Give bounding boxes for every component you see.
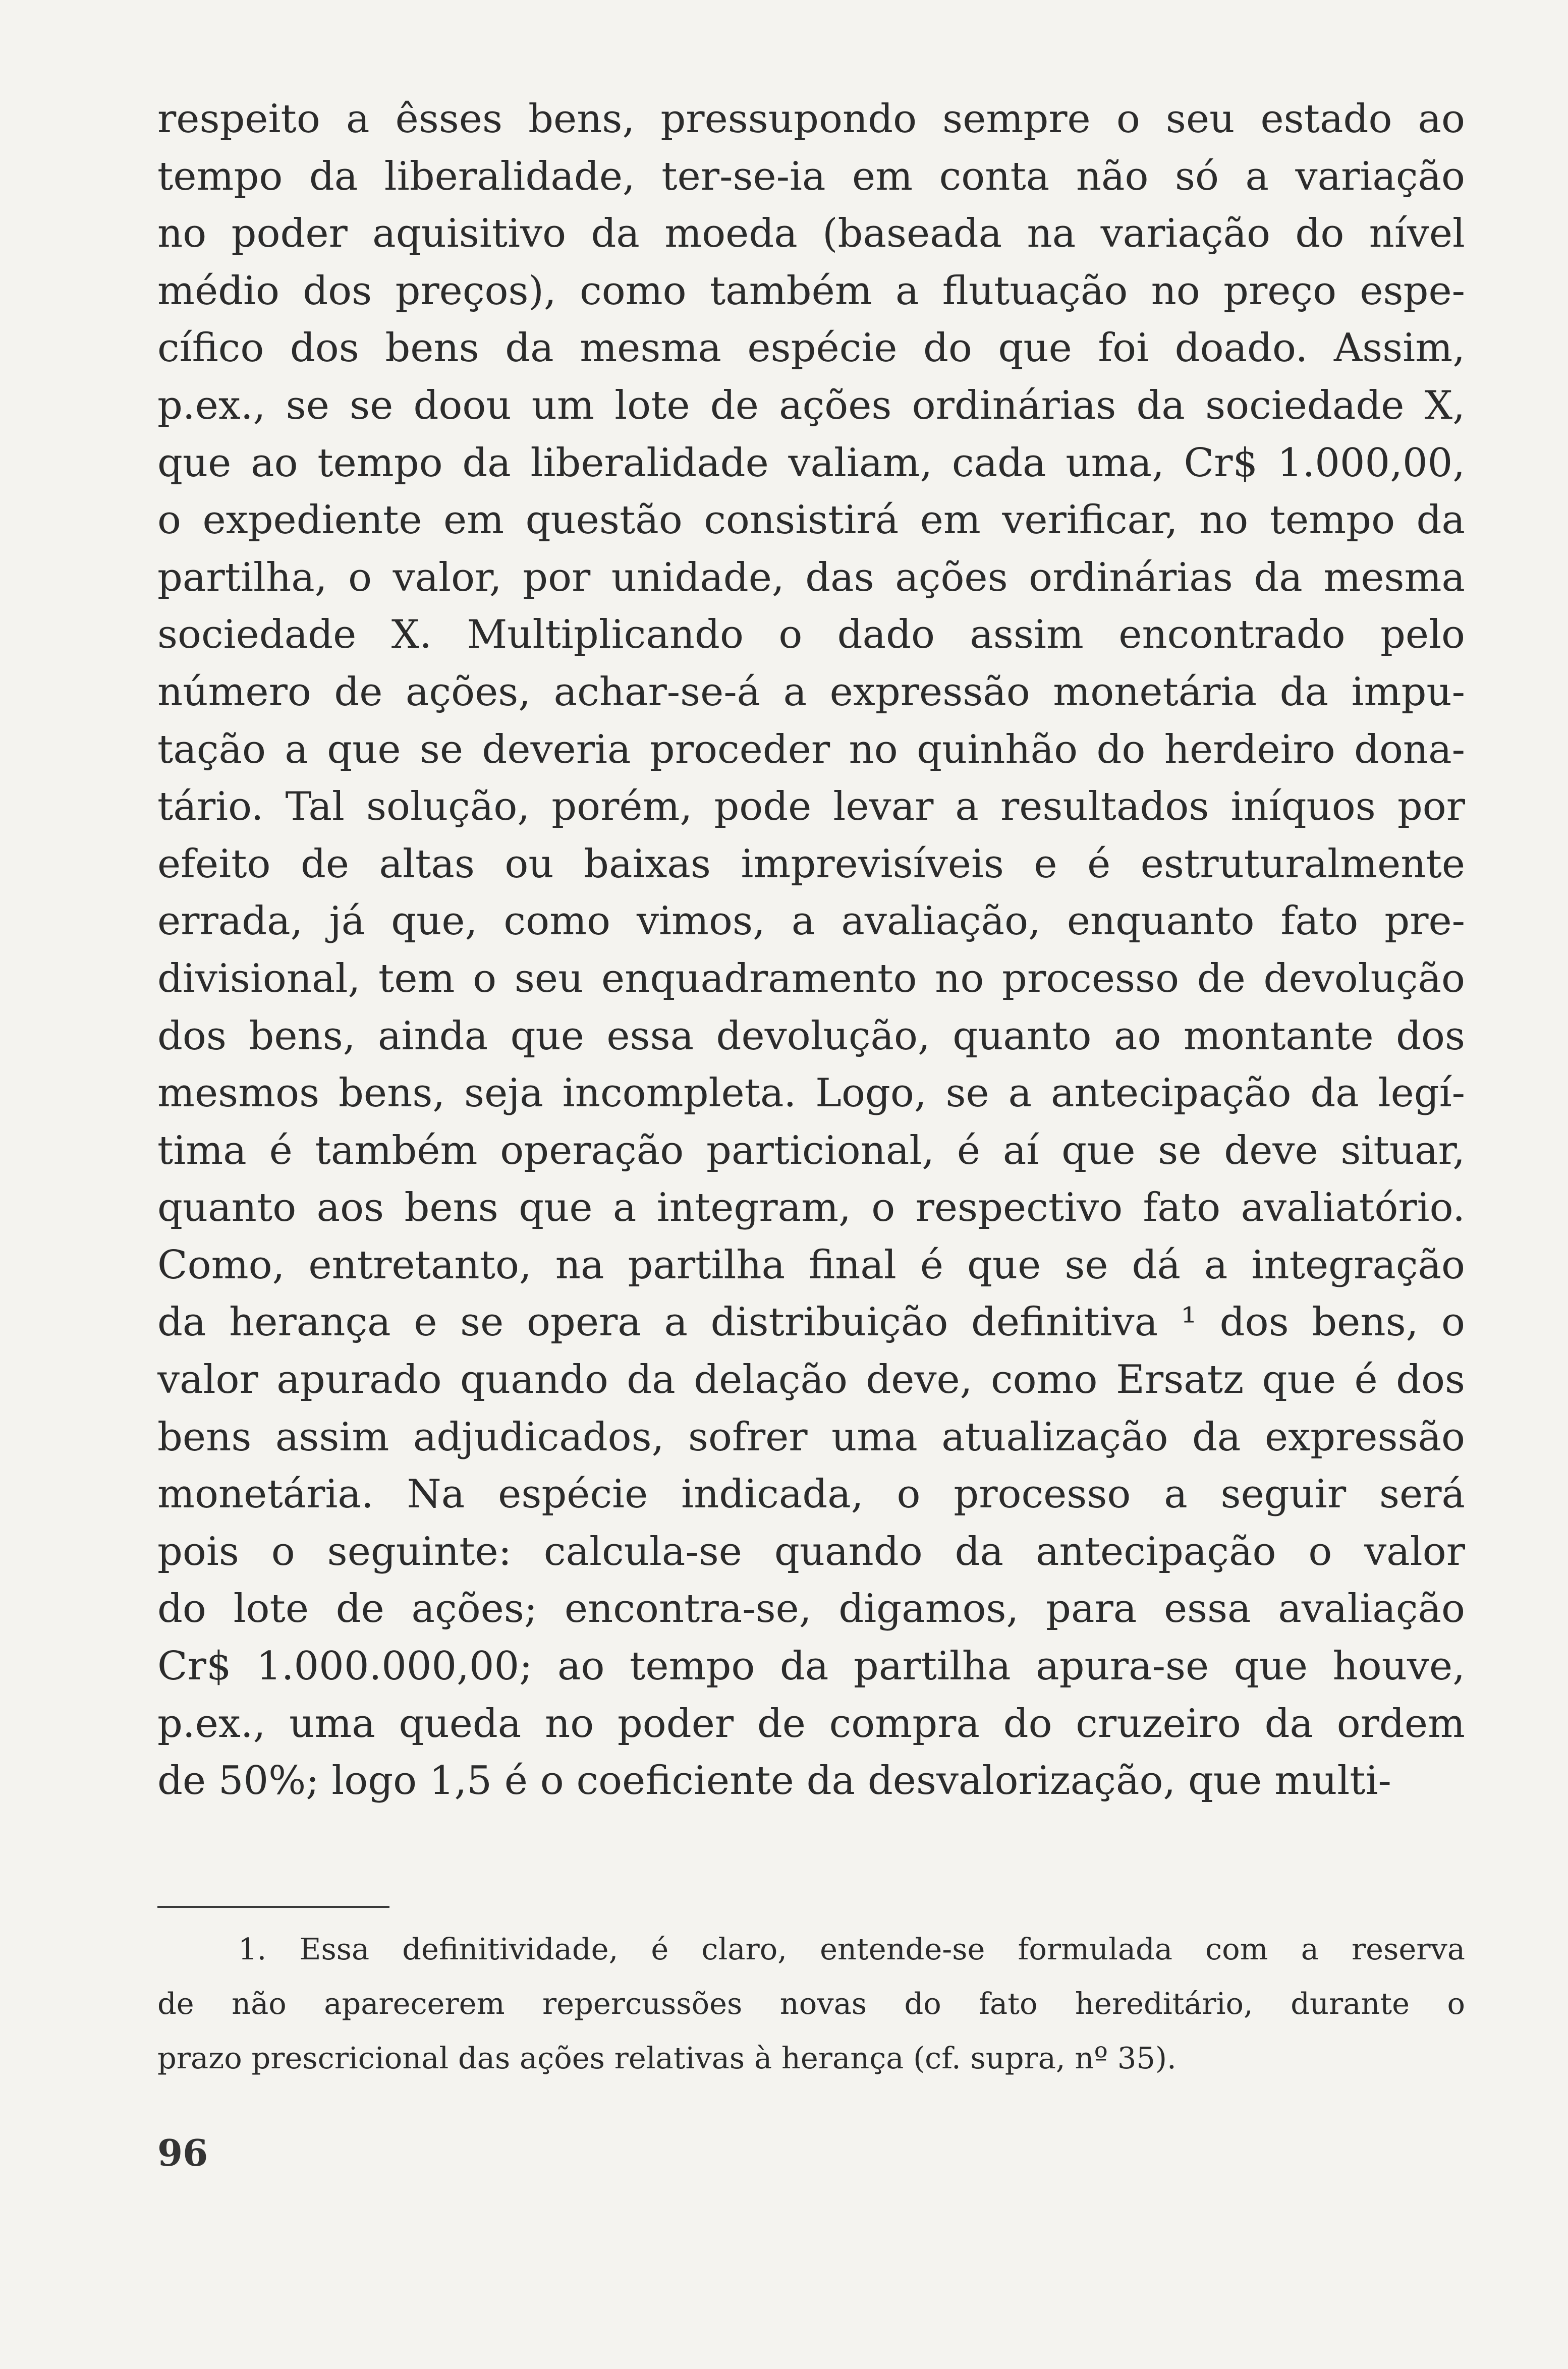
text-line: p.ex., se se doou um lote de ações ordinárias da sociedade X, bbox=[157, 382, 1465, 428]
text-line: sociedade X. Multiplicando o dado assim encontrado pelo bbox=[157, 612, 1465, 658]
text-line: monetária. Na espécie indicada, o processo a seguir será bbox=[157, 1472, 1465, 1517]
text-line: Cr$ 1.000.000,00; ao tempo da partilha apura-se que houve, bbox=[157, 1644, 1465, 1689]
text-line: bens assim adjudicados, sofrer uma atualização da expressão bbox=[157, 1414, 1465, 1460]
body-text bbox=[157, 91, 1465, 1810]
text-line: do lote de ações; encontra-se, digamos, para essa avaliação bbox=[157, 1586, 1465, 1632]
text-line: divisional, tem o seu enquadramento no processo de devolução bbox=[157, 955, 1465, 1001]
text-line: da herança e se opera a distribuição definitiva ¹ dos bens, o bbox=[157, 1300, 1465, 1345]
text-line: médio dos preços), como também a flutuação no preço espe- bbox=[157, 268, 1465, 314]
text-line: errada, já que, como vimos, a avaliação, enquanto fato pre- bbox=[157, 898, 1465, 944]
text-line: que ao tempo da liberalidade valiam, cada uma, Cr$ 1.000,00, bbox=[157, 440, 1465, 486]
text-line: tempo da liberalidade, ter-se-ia em conta não só a variação bbox=[157, 153, 1465, 199]
page-number: 96 bbox=[157, 2131, 208, 2174]
text-line: tação a que se deveria proceder no quinhão do herdeiro dona- bbox=[157, 726, 1465, 772]
footnote-divider bbox=[157, 1906, 389, 1908]
text-line: tima é também operação particional, é aí que se deve situar, bbox=[157, 1127, 1465, 1173]
text-line: pois o seguinte: calcula-se quando da antecipação o valor bbox=[157, 1529, 1465, 1574]
footnotes bbox=[157, 1922, 1465, 2085]
footnote-line: prazo prescricional das ações relativas à herança (cf. supra, nº 35). bbox=[157, 2041, 1177, 2075]
text-line: cífico dos bens da mesma espécie do que foi doado. Assim, bbox=[157, 325, 1465, 371]
footnote-line: 1. Essa definitividade, é claro, entende-se formulada com a reserva bbox=[238, 1932, 1465, 1966]
text-line: no poder aquisitivo da moeda (baseada na variação do nível bbox=[157, 211, 1465, 257]
text-line: quanto aos bens que a integram, o respectivo fato avaliatório. bbox=[157, 1185, 1465, 1231]
text-line: mesmos bens, seja incompleta. Logo, se a antecipação da legí- bbox=[157, 1070, 1465, 1116]
text-line: valor apurado quando da delação deve, como Ersatz que é dos bbox=[157, 1357, 1465, 1403]
text-line: partilha, o valor, por unidade, das ações ordinárias da mesma bbox=[157, 554, 1465, 600]
text-line: de 50%; logo 1,5 é o coeficiente da desvalorização, que multi- bbox=[157, 1758, 1391, 1804]
text-line: efeito de altas ou baixas imprevisíveis e é estruturalmente bbox=[157, 841, 1465, 887]
text-line: p.ex., uma queda no poder de compra do cruzeiro da ordem bbox=[157, 1701, 1465, 1746]
text-line: o expediente em questão consistirá em verificar, no tempo da bbox=[157, 497, 1465, 543]
text-line: número de ações, achar-se-á a expressão monetária da impu- bbox=[157, 669, 1465, 715]
text-line: Como, entretanto, na partilha final é que se dá a integração bbox=[157, 1242, 1465, 1288]
footnote-line: de não aparecerem repercussões novas do fato hereditário, durante o bbox=[157, 1986, 1465, 2021]
text-line: dos bens, ainda que essa devolução, quanto ao montante dos bbox=[157, 1013, 1465, 1059]
text-line: respeito a êsses bens, pressupondo sempre o seu estado ao bbox=[157, 96, 1465, 142]
text-line: tário. Tal solução, porém, pode levar a resultados iníquos por bbox=[157, 784, 1465, 830]
